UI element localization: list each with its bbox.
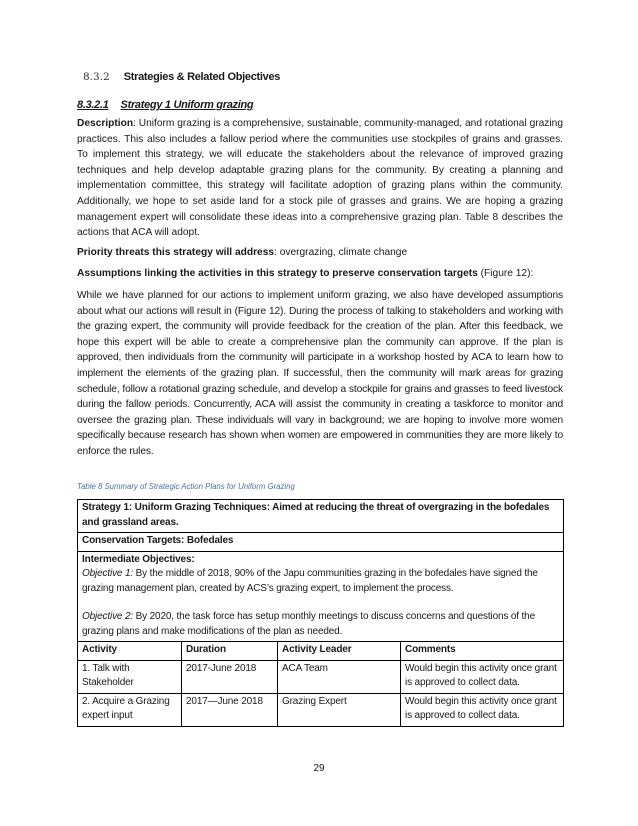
targets-cell: Conservation Targets: Bofedales xyxy=(78,533,564,552)
assumptions-label: Assumptions linking the activities in this strategy to preserve conservation targets xyxy=(77,268,478,280)
table-caption: Table 8 Summary of Strategic Action Plans for Uniform Grazing xyxy=(77,482,295,492)
assumptions-paragraph xyxy=(77,266,563,282)
objective-1-text: By the middle of 2018, 90% of the Japu communities grazing in the bofedales have signed the grazing management plan, created by ACS’s grazing expert, to implement the process. xyxy=(82,568,538,594)
objectives-cell xyxy=(78,551,564,642)
cell-leader: Grazing Expert xyxy=(278,693,401,726)
threats-label: Priority threats this strategy will address xyxy=(77,246,275,258)
objective-spacer xyxy=(82,596,559,610)
objective-2-text: By 2020, the task force has setup monthly meetings to discuss concerns and questions of the grazing plans and make modifications of the plan as needed. xyxy=(82,611,536,637)
column-header-comments: Comments xyxy=(401,642,564,661)
table-row xyxy=(78,660,564,693)
section-number: 8.3.2 xyxy=(83,71,110,83)
section-heading xyxy=(83,70,563,84)
subsection-title: Strategy 1 Uniform grazing xyxy=(120,99,254,111)
table-row xyxy=(78,693,564,726)
cell-leader: ACA Team xyxy=(278,660,401,693)
action-plan-table xyxy=(77,499,564,727)
threats-text: : overgrazing, climate change xyxy=(274,246,408,258)
objectives-heading: Intermediate Objectives: xyxy=(82,553,195,565)
cell-activity: 2. Acquire a Grazing expert input xyxy=(78,693,182,726)
assumptions-text: (Figure 12): xyxy=(477,268,534,280)
description-label: Description xyxy=(77,118,134,129)
threats-paragraph xyxy=(77,245,563,261)
objective-2 xyxy=(82,610,559,639)
objective-2-label: Objective 2: xyxy=(82,611,134,623)
section-title: Strategies & Related Objectives xyxy=(123,71,281,83)
cell-comments: Would begin this activity once grant is approved to collect data. xyxy=(401,693,564,726)
objectives-row xyxy=(78,551,564,642)
table-header-row xyxy=(78,642,564,661)
strategy-cell: Strategy 1: Uniform Grazing Techniques: Aimed at reducing the threat of overgrazing in the bofedales and grassland areas. xyxy=(78,500,564,533)
cell-duration: 2017-June 2018 xyxy=(182,660,278,693)
objective-1 xyxy=(82,567,559,596)
body-paragraph: While we have planned for our actions to implement uniform grazing, we also have developed assumptions about what our actions will result in (Figure 12). During the process of talking to stakeholders and working with the grazing expert, the community will provide feedback for the creation of the plan. After this feedback, we hope this expert will be able to create a comprehensive plan the community can approve. If the plan is approved, then individuals from the community will participate in a workshop hosted by ACA to learn how to implement the elements of the grazing plan. If successful, then the community will mark areas for grazing schedule, follow a rotational grazing schedule, and develop a stockpile for grains and grasses to feed livestock during the fallow periods. Concurrently, ACA will assist the community in creating a taskforce to monitor and oversee the grazing plan. These individuals will vary in background; we are hoping to involve more women specifically because research has shown when women are empowered in communities they are more likely to enforce the rules. xyxy=(77,289,563,457)
objective-1-label: Objective 1: xyxy=(82,568,134,580)
cell-activity: 1. Talk with Stakeholder xyxy=(78,660,182,693)
column-header-leader: Activity Leader xyxy=(278,642,401,661)
cell-duration: 2017—June 2018 xyxy=(182,693,278,726)
subsection-heading xyxy=(77,98,563,112)
column-header-duration: Duration xyxy=(182,642,278,661)
description-paragraph xyxy=(77,116,563,241)
column-header-activity: Activity xyxy=(78,642,182,661)
cell-comments: Would begin this activity once grant is approved to collect data. xyxy=(401,660,564,693)
page-content xyxy=(77,70,563,727)
strategy-row xyxy=(78,500,564,533)
targets-row xyxy=(78,533,564,552)
page-number: 29 xyxy=(313,763,325,774)
subsection-number: 8.3.2.1 xyxy=(77,99,109,111)
description-text: : Uniform grazing is a comprehensive, sustainable, community-managed, and rotational grazing practices. This also includes a fallow period where the communities use stockpiles of grains and grasses. To implement this strategy, we will educate the stakeholders about the relevance of improved grazing techniques and help develop adaptable grazing plans for the community. By creating a planning and implementation committee, this strategy will facilitate adoption of grazing plans within the community. Additionally, we hope to set aside land for a stock pile of grasses and grains. We are hoping a grazing management expert will consolidate these ideas into a comprehensive grazing plan. Table 8 describes the actions that ACA will adopt. xyxy=(77,118,563,239)
